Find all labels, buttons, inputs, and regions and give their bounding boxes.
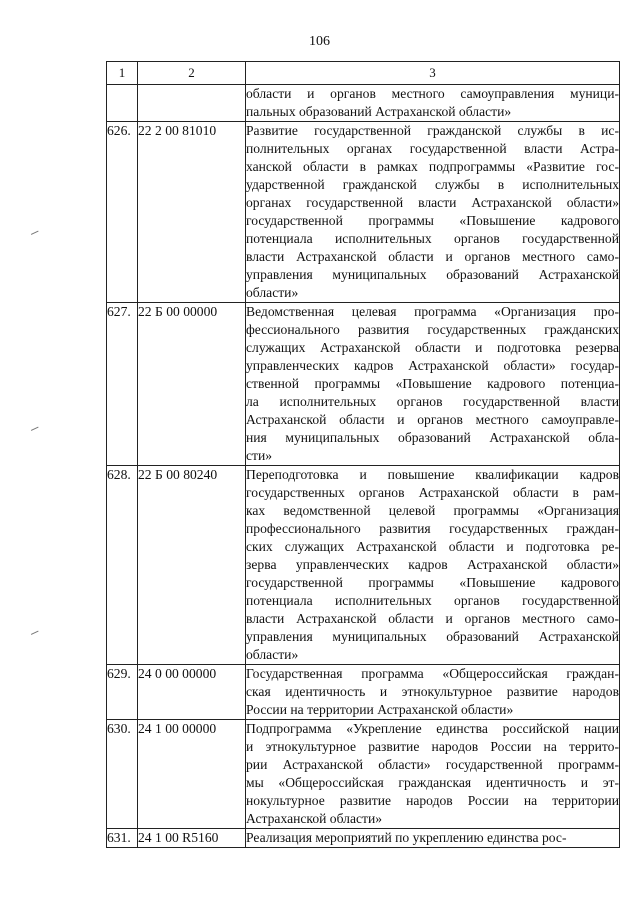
description-line: власти Астраханской области и органов местного само- xyxy=(246,249,619,264)
description-line: области» xyxy=(246,647,299,662)
description-line: области и органов местного самоуправления муници- xyxy=(246,86,619,101)
description-line: профессионального развития государственных граждан- xyxy=(246,521,619,536)
description-line: потенциала исполнительных органов государственной xyxy=(246,231,619,246)
description-line: Реализация мероприятий по укреплению единства рос- xyxy=(246,830,567,845)
description-line: Подпрограмма «Укрепление единства российской нации xyxy=(246,721,619,736)
margin-mark xyxy=(31,427,41,437)
row-description xyxy=(246,122,620,303)
row-number: 630. xyxy=(107,720,138,829)
table-row xyxy=(107,720,620,829)
description-line: ханской области в рамках подпрограммы «Развитие гос- xyxy=(246,159,619,174)
table-row xyxy=(107,122,620,303)
description-line: Государственная программа «Общероссийская граждан- xyxy=(246,666,619,681)
row-number xyxy=(107,85,138,122)
description-line: ских служащих Астраханской области и подготовка ре- xyxy=(246,539,619,554)
row-number: 628. xyxy=(107,466,138,665)
table-row xyxy=(107,303,620,466)
row-description xyxy=(246,720,620,829)
description-line: пальных образований Астраханской области» xyxy=(246,104,512,119)
table-row xyxy=(107,665,620,720)
description-line: органах государственной власти Астраханской области» xyxy=(246,195,619,210)
description-line: Астраханской области» xyxy=(246,811,383,826)
description-line: государственной программы «Повышение кадрового xyxy=(246,575,619,590)
description-line: Переподготовка и повышение квалификации кадров xyxy=(246,467,619,482)
row-code: 24 0 00 00000 xyxy=(138,665,246,720)
row-code: 22 Б 00 00000 xyxy=(138,303,246,466)
description-line: ская идентичность и этнокультурное развитие народов xyxy=(246,684,619,699)
row-description xyxy=(246,85,620,122)
row-description xyxy=(246,466,620,665)
row-number: 629. xyxy=(107,665,138,720)
row-number: 626. xyxy=(107,122,138,303)
column-header: 3 xyxy=(246,62,620,85)
description-line: нокультурное развитие народов России на территории xyxy=(246,793,619,808)
row-description xyxy=(246,665,620,720)
description-line: сти» xyxy=(246,448,273,463)
row-description xyxy=(246,303,620,466)
row-code: 24 1 00 R5160 xyxy=(138,829,246,848)
margin-mark xyxy=(31,231,41,241)
table-header-row xyxy=(107,62,620,85)
description-line: Ведомственная целевая программа «Организация про- xyxy=(246,304,619,319)
description-line: служащих Астраханской области и подготовка резерва xyxy=(246,340,619,355)
description-line: ударственной гражданской службы в исполнительных xyxy=(246,177,619,192)
description-line: области» xyxy=(246,285,299,300)
page-number: 106 xyxy=(309,34,330,49)
description-line: управления муниципальных образований Астраханской xyxy=(246,629,619,644)
row-number: 627. xyxy=(107,303,138,466)
column-header: 1 xyxy=(107,62,138,85)
description-line: зерва управленческих кадров Астраханской области» xyxy=(246,557,619,572)
margin-mark xyxy=(31,631,41,641)
description-line: Астраханской области и органов местного самоуправле- xyxy=(246,412,619,427)
description-line: ла исполнительных органов государственной власти xyxy=(246,394,619,409)
description-line: управления муниципальных образований Астраханской xyxy=(246,267,619,282)
table-row xyxy=(107,85,620,122)
description-line: государственных органов Астраханской области в рам- xyxy=(246,485,619,500)
description-line: России на территории Астраханской области» xyxy=(246,702,514,717)
description-line: управленческих кадров Астраханской области» государ- xyxy=(246,358,619,373)
description-line: и этнокультурное развитие народов России на террито- xyxy=(246,739,619,754)
description-line: полнительных органах государственной власти Астра- xyxy=(246,141,619,156)
description-line: власти Астраханской области и органов местного само- xyxy=(246,611,619,626)
budget-codes-table xyxy=(106,61,620,848)
description-line: потенциала исполнительных органов государственной xyxy=(246,593,619,608)
row-code: 22 2 00 81010 xyxy=(138,122,246,303)
row-code xyxy=(138,85,246,122)
row-number: 631. xyxy=(107,829,138,848)
row-description xyxy=(246,829,620,848)
table-row xyxy=(107,466,620,665)
description-line: ках ведомственной целевой программы «Организация xyxy=(246,503,619,518)
description-line: мы «Общероссийская гражданская идентичность и эт- xyxy=(246,775,619,790)
description-line: рии Астраханской области» государственной программ- xyxy=(246,757,619,772)
description-line: фессионального развития государственных гражданских xyxy=(246,322,619,337)
description-line: государственной программы «Повышение кадрового xyxy=(246,213,619,228)
description-line: Развитие государственной гражданской службы в ис- xyxy=(246,123,619,138)
table-row xyxy=(107,829,620,848)
column-header: 2 xyxy=(138,62,246,85)
description-line: ственной программы «Повышение кадрового потенциа- xyxy=(246,376,619,391)
row-code: 24 1 00 00000 xyxy=(138,720,246,829)
description-line: ния муниципальных образований Астраханской обла- xyxy=(246,430,619,445)
row-code: 22 Б 00 80240 xyxy=(138,466,246,665)
